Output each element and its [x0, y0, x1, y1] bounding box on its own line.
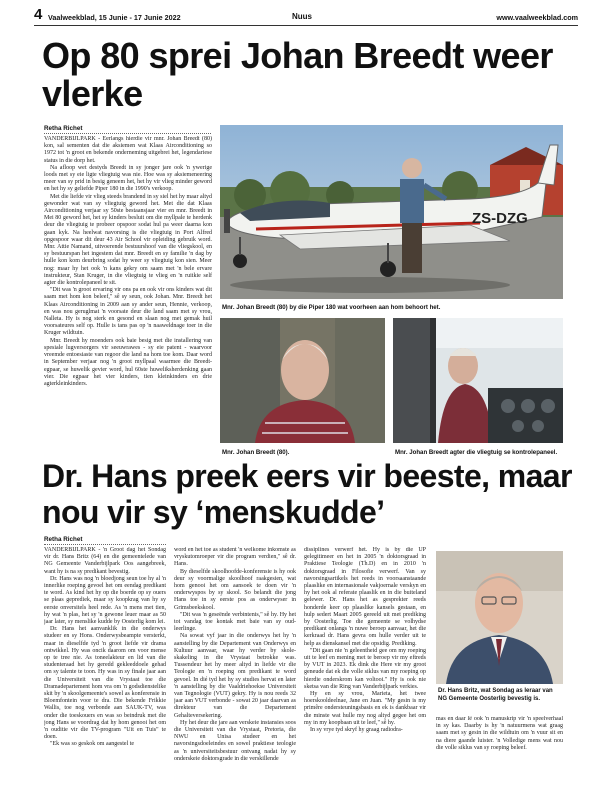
- byline-rule: [44, 544, 166, 545]
- paragraph: Hy het deur die jare aan verskeie instansies soos die Universiteit van die Vrystaat, Pretoria, die NWU en Unisa studeer en het navorsingsdoeleindes en sowel praktiese teologie as 'n universiteitsbestuur ontvang nadat hy sy onderskeie doktorsgrade in die verskillende: [174, 719, 296, 762]
- hans-portrait-photo: [436, 551, 563, 684]
- johan-portrait-photo: [220, 318, 385, 443]
- article2-column-4: [436, 716, 563, 766]
- paragraph: Mnr. Breedt hy moenders ook baie besig met die installering van spesiale lugversorgers vir seeuwrawes - sy eie patent - waarvoor vreemde entoesiaste van regoor die land na hom toe kom. Daar word in September verjaar nog 'n groot myllpaal waarmee die Breedt-egpaar, se huwelik gevier word, hul 60ste huweliksherdenking gaan vier. Die egpaar het vier kinders, tien kleinkinders en drie agterkleinkinders.: [44, 337, 212, 387]
- article2-column-2: [174, 547, 296, 765]
- article1-headline: Op 80 sprei Johan Breedt weer vlerke: [42, 35, 553, 114]
- paragraph: Dr. Hans het aanvanklik in die onderwys studeer en sy Hons. Onderwysbeampte versterkt, maar in dieselfde tyd 'n groot liefde vir drama ontwikkel. Hy was oncik daarom om voor mense op te tree nie. As toneelakteur en lid van die studenteraad het hy geredd gekleeddoele gehad om sy talente te toon. Hy was in sy finale jaar aan die Universiteit van die Vrystaat toe die Dramadepartement hom vra om 'n godsdienstelike skit by 'n skoolgemeente's sowel as konferensie in Bloemfontein voor te dra. Die bekende Frikkie Wallis, toe nog verbonde aan SAUK-TV, was onder die toeskouers en was so beindruk met die jong Hans se voordrag dat hy hom genooi het om 'n ouditie vir die TV-program "Uit en Tuis" te doen.: [44, 626, 166, 741]
- paragraph: In sy vrye tyd skryf hy graag radiodra-: [310, 727, 403, 734]
- section-label: Nuus: [292, 12, 312, 21]
- aircraft-registration: ZS-DZG: [472, 210, 528, 227]
- paragraph: Na sowat vyf jaar in die onderwys het hy 'n aanstelling by die Departement van Onderwys en Kultuur aanvaar, waar hy verder by skole-skakeling in die Vrystaat betrokke was. Tussendeur het hy meer altyd in liefde vir die Teologie en 'n roeping om predikant te word gevoel. In dié tyd het hy sy studies hervat en later 'n aanstelling by die Vaaldriehoekse Universiteit van Tegnologie (VUT) gekry. Hy is nou reeds 32 jaar aan VUT verbonde - sowat 20 jaar daarvan as direkteur van die Departement Gehalteversekering.: [174, 633, 296, 719]
- paragraph: word en het toe as student 'n welkome inkomste as vryskutomroeper vir die program verdien," sê dr. Hans.: [174, 547, 296, 568]
- paragraph: By dieselfde skoolhoofde-konferensie is hy ook deur sy voormalige skoolhoof raakgesien, wat hom genooi het om aansoek te doen vir 'n onderwyspos by sy skool. So belandt die jong Hans toe in sy eerste pos as onderwyser in Grimsbeekskool.: [174, 568, 296, 611]
- article1-byline: Retha Richet: [44, 125, 83, 132]
- hans-portrait-caption: Dr. Hans Britz, wat Sondag as leraar van NG Gemeente Oosterlig bevestig is.: [438, 688, 553, 702]
- article1-body: [44, 136, 212, 465]
- paragraph: Na afloop wet destyds Breedt in sy jonger jare ook 'n ywerige loods met sy eie ligte vliegtuig was nie. Hoe was sy aksiemeneering meer van sy prid in besig geneem het, het hy vir vlieg minder geword en het hy sy geliefde Piper 180 in die 1990's verkoop.: [44, 164, 212, 193]
- page-number: 4: [34, 6, 43, 23]
- paragraph: "Ek was so geskok om aangestel te: [50, 741, 135, 748]
- paragraph: "Dit gaan nie 'n geleentheid gee om my roeping uit te leef en mening met te beroep vir my eftreds by VUT in 2023. Ek dink die Here vir my groot geneude dat ek die volle siklus van my roeping op hierdie onderskrom kan voltooi." Hy is ook nie sketsa van die Ring van Vanderbijlpark verkies.: [304, 647, 426, 690]
- paragraph: "Dit was 'n geseënde verbintenis," sê hy. Hy het tot vandag toe kontak met baie van sy oud-leerlinge.: [174, 611, 296, 633]
- cockpit-caption: Mnr. Johan Breedt agter die vliegtuig se kontrolepaneel.: [395, 449, 558, 456]
- article2-column-3: [304, 547, 426, 765]
- airplane-photo-caption: Mnr. Johan Breedt (80) by die Piper 180 wat voorheen aan hom behoort het.: [222, 304, 441, 311]
- cockpit-photo: [393, 318, 563, 443]
- cockpit-illustration: [393, 318, 563, 443]
- publication-date: Vaalweekblad, 15 Junie - 17 Junie 2022: [48, 13, 181, 22]
- header-rule: [34, 25, 578, 26]
- paragraph: Met die liefde vir vlieg steeds brandend in sy siel het hy maar altyd gewonder wat van sy vliegtuig geword het. Met die dat Klaas Airconditioning verjaar sy 50ste bestaansjaar vier en mnr. Breedt in Mei 80 geword het, het sy kinders besluit om die myllpale te herdenk deur die vliegtuig te probeer opspoor sodat hul pa weer daarna kon gaan kyk. Na heelwat navorsing is die vliegtuig in Port Alfred opgespoor waar dit deur 43 Air School vir opleiding gebruik word. Mnr. Attie Namand, uitvoerende bestuurshoof van die vliegskool, en sy bestuurspan het ingestem dat mnr. Breedt en sy familie 'n dag by hulle kon kom deurbring sodat hy weer sy vliegtuig kon sien. Meer nog: maar hy het ook 'n kans gekry om saam met 'n bele ervare instrukteur, Stan Kruger, in die vliegtuig te vlieg en 'n ruitkie self agter die kontrolepaneel te sit.: [44, 193, 212, 287]
- page-folio: [34, 6, 578, 24]
- paragraph: Hy en sy vrou, Marieta, het twee hoerskooldeelnae, Jane en Juan. "My gesin is my primêre ondersteuningsbasis en ek is dankbaar vir die minste wat hulle my nog altyd gegee het om my in my koopbaan uit te leef," sê hy.: [304, 691, 426, 726]
- paragraph: VANDERBIJLPARK - 'n Groot dag het Sondag vir dr. Hans Britz (64) en die gemeentelede van NG Gemeente Vanderbijlpark Oos aangebreek, want hy is na sy predikant bevestig.: [44, 547, 166, 575]
- paragraph: "Dit was 'n groot ervaring vir ons pa en ook vir ons kinders wat dit saam met hom kon beleef," sê sy seun, ook Johan. Mnr. Breedt het Klaas Airconditioning in 2009 aan sy ander seun, Hennie, verkoop, en was nou geruglmat 'n voorsate deur die land saam met sy vrou, Nalleta. Hy is nog sterk en gesond en slaan nog met gemak huil voorsateures self op. Hulle is tans pas op 'n naaweldnage toer in die Kruger wildtuin.: [44, 287, 212, 337]
- article2-headline: Dr. Hans preek eers vir beeste, maar nou vir sy ‘menskudde’: [42, 458, 572, 530]
- paragraph: VANDERBIJLPARK - Eerlangs hierdie vir mnr. Johan Breedt (80) kon, sal sementen dat die aksiemen wat Klaas Airconditioning so 1972 tot 'n groot en bekende onderneming uitgebrei het, legendariese status in die dorp het.: [44, 136, 212, 164]
- website-url: www.vaalweekblad.com: [496, 13, 578, 22]
- johan-portrait-caption: Mnr. Johan Breedt (80).: [222, 449, 290, 456]
- johan-portrait-illustration: [220, 318, 385, 443]
- article2-byline: Retha Richet: [44, 536, 83, 543]
- paragraph: mas en daar lê ook 'n manuskrip vir 'n speelverhaal in sy kas. Daarby is hy 'n natuurmens wat graag saam met sy gesin in die wildtuin om 'n vuur sit en na diere gaande luister. 'n Volledige mens wat nou die volle siklus van sy roeping beleef.: [436, 716, 563, 751]
- byline-rule: [44, 133, 211, 134]
- airplane-illustration: [220, 125, 563, 299]
- article2-column-1: [44, 547, 166, 765]
- paragraph: Dr. Hans was nog 'n bloedjong seun toe hy al 'n innerlike roeping gevoel het om eendag predikant te word. As kind het hy op die boerde op sy ouers se plaas geprediek, maar sy koopkrag van hy sy eerste onversitels heel rede. As 'n mens met tien, hy wat 'n plas, het sy 'n gewone leuer maar as 50 jaar later, sy menslike kudde by Oosterlig kom lei.: [44, 575, 166, 626]
- paragraph: dissiplines verwerf het. Hy is by die UP gelegitimeer en het in 2005 'n doktorsgraad in Praktiese Teologie (Th.D) en in 2010 'n doktorsgraad in Filosofie verwerf. Van sy navorsingsartikels het reeds in voorsaanstaande plaaslike en internasionale vakjoernale verskyn en hy het ook al referate plaaslik en in die buiteland gelewer. Dr. Hans het as gesprekter reeds honderde keer op plaaslike kansels gestaan, en hulp sedert Maart 2005 gereeld uit met prediking by Oosterlig. Toe die gemeente se volhydse predikant onlangs 'n nuwe beroep aanvaar, het die kerkraad dr. Hans gevra om hulle verder uit te help as dienskansel met die opsidig. Prediking.: [304, 547, 426, 647]
- airplane-photo: [220, 125, 563, 299]
- hans-portrait-illustration: [436, 551, 563, 684]
